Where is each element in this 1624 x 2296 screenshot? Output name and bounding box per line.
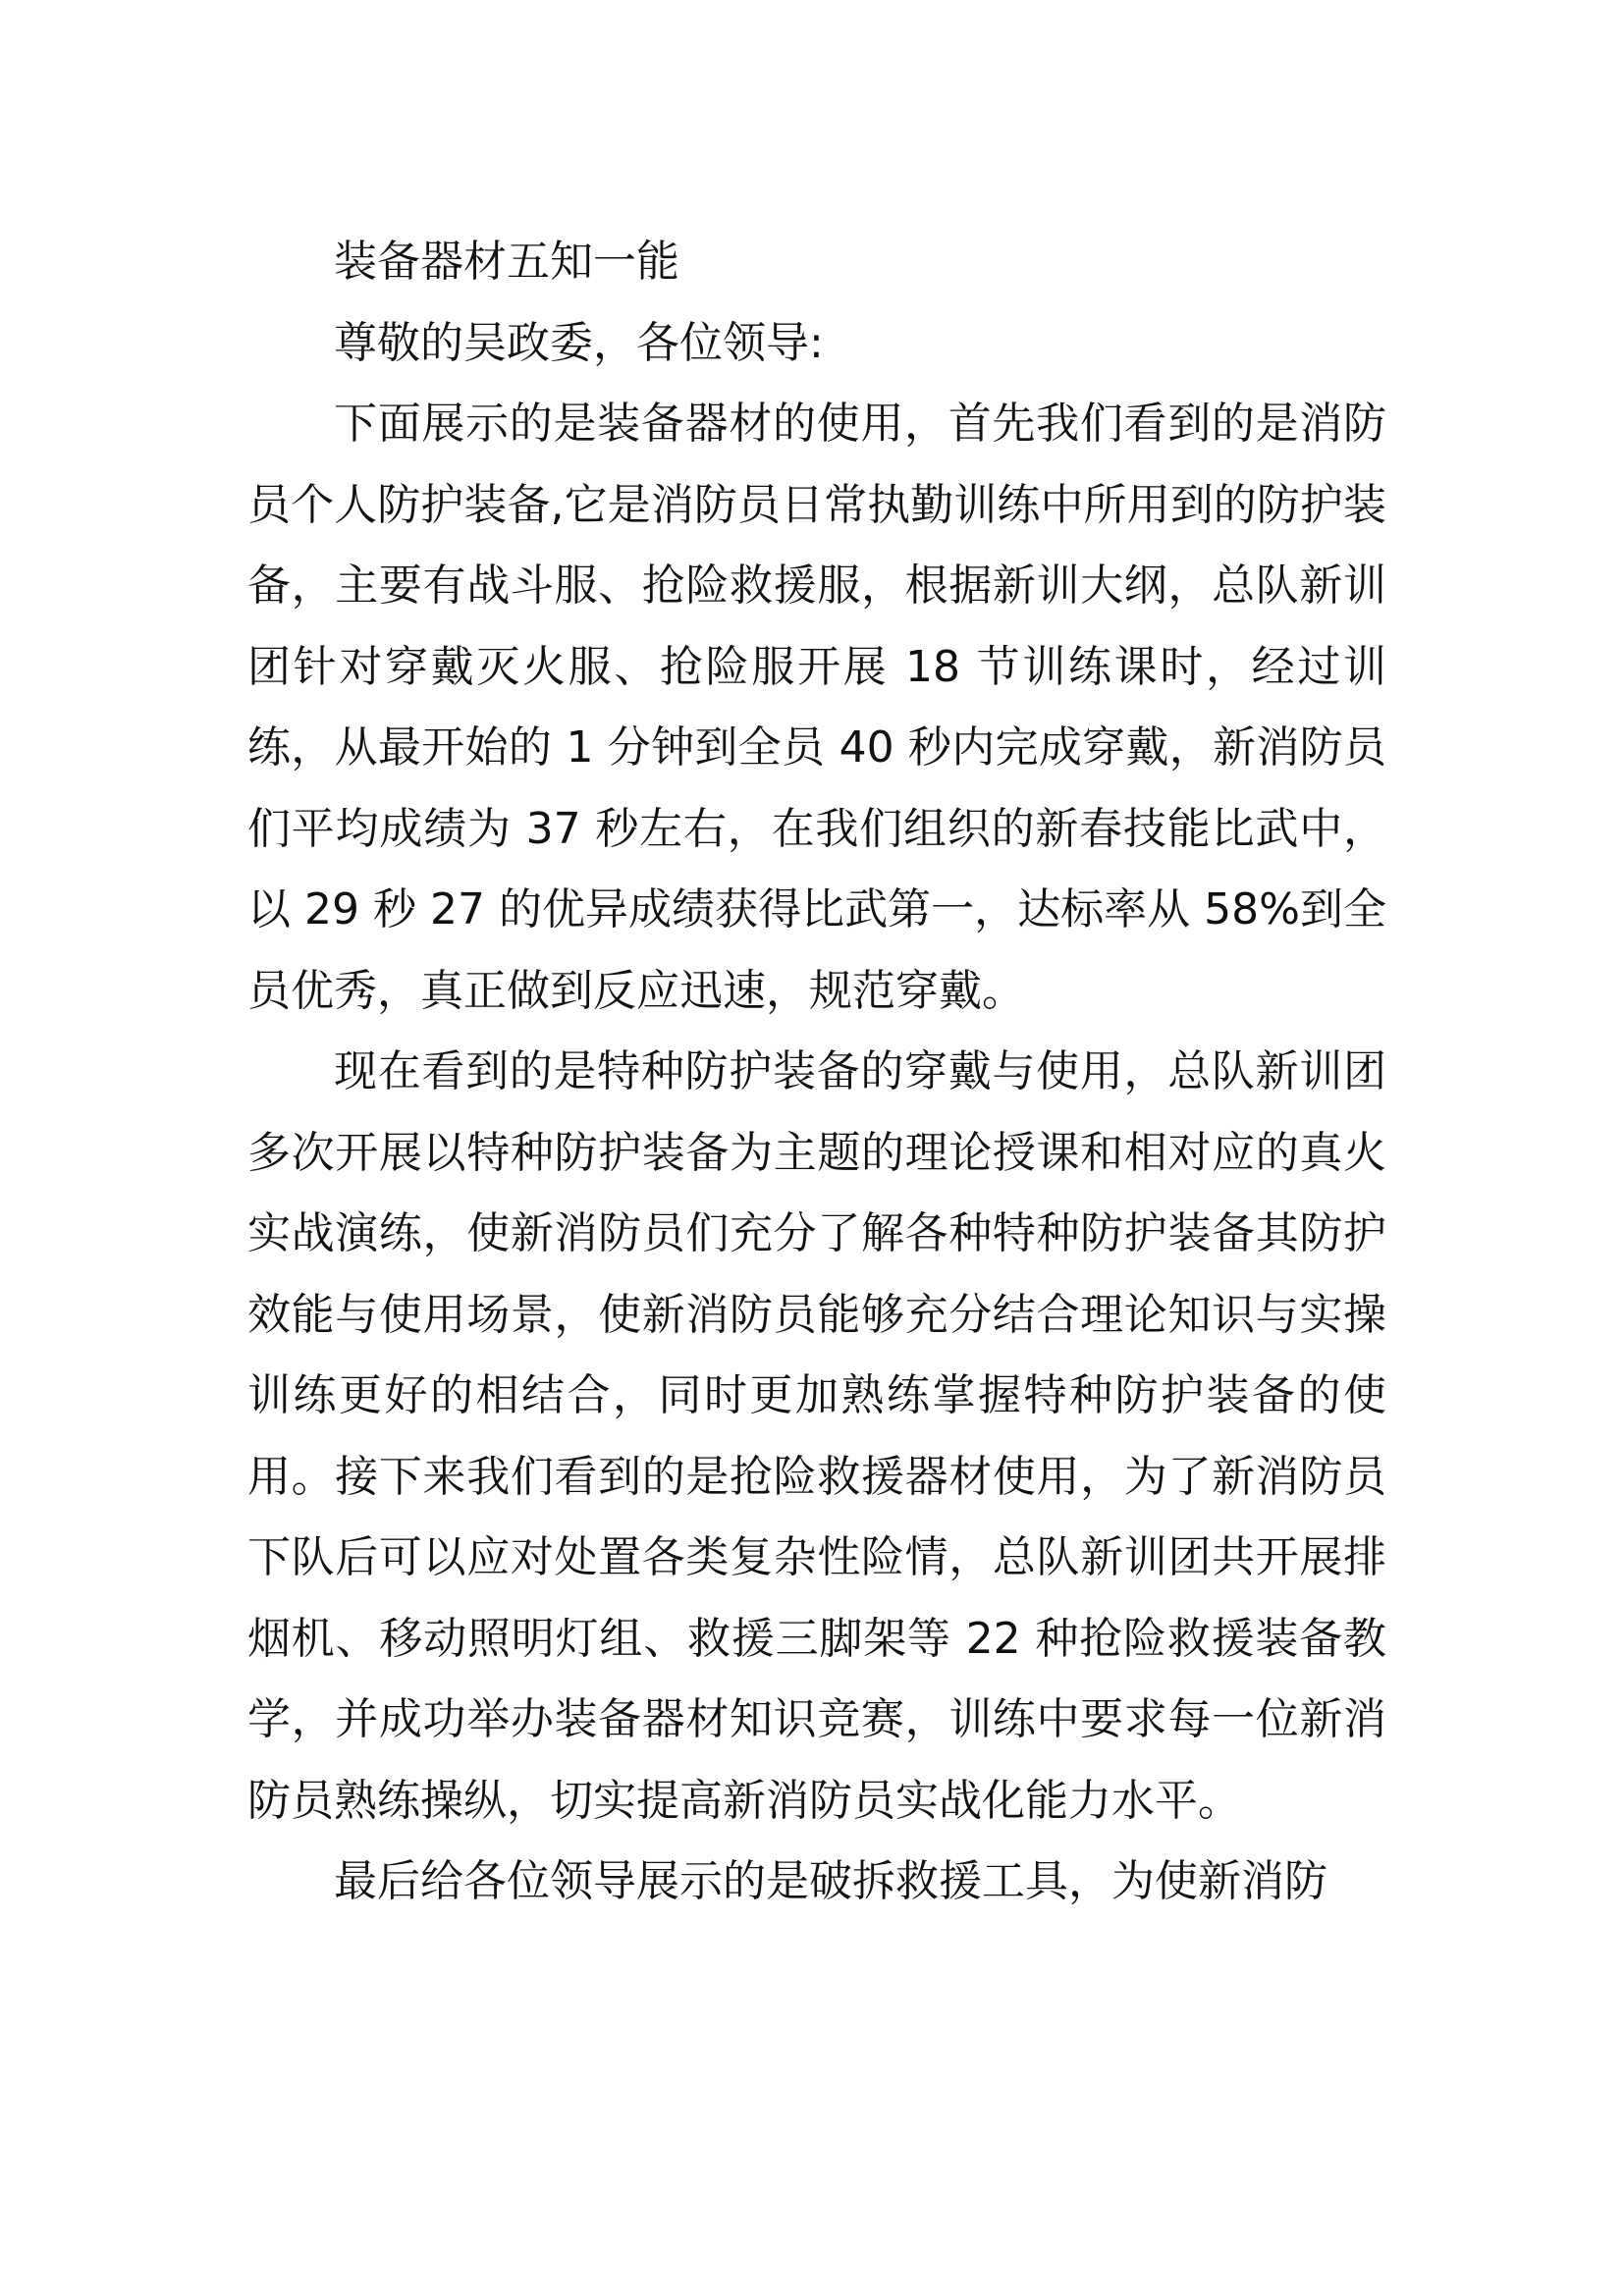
paragraph-special-protection: 现在看到的是特种防护装备的穿戴与使用，总队新训团多次开展以特种防护装备为主题的理论授课和相对应的真火实战演练，使新消防员们充分了解各种特种防护装备其防护效能与使用场景，使新消防员能够充分结合理论知识与实操训练更好的相结合，同时更加熟练掌握特种防护装备的使用。接下来我们看到的是抢险救援器材使用，为了新消防员下队后可以应对处置各类复杂性险情，总队新训团共开展排烟机、移动照明灯组、救援三脚架等 22 种抢险救援装备教学，并成功举办装备器材知识竞赛，训练中要求每一位新消防员熟练操纵，切实提高新消防员实战化能力水平。: [247, 1046, 1386, 1826]
paragraph-personal-protection: 下面展示的是装备器材的使用，首先我们看到的是消防员个人防护装备,它是消防员日常执勤训练中所用到的防护装备，主要有战斗服、抢险救援服，根据新训大纲，总队新训团针对穿戴灭火服、抢险服开展 18 节训练课时，经过训练，从最开始的 1 分钟到全员 40 秒内完成穿戴，新消防员们平均成绩为 37 秒左右，在我们组织的新春技能比武中，以 29 秒 27 的优异成绩获得比武第一，达标率从 58%到全员优秀，真正做到反应迅速，规范穿戴。: [247, 399, 1387, 1016]
document-title: 装备器材五知一能: [334, 237, 679, 287]
salutation: 尊敬的吴政委，各位领导:: [334, 317, 824, 368]
document-body: [247, 222, 1386, 1923]
paragraph-demolition-tools: 最后给各位领导展示的是破拆救援工具，为使新消防: [334, 1856, 1327, 1906]
